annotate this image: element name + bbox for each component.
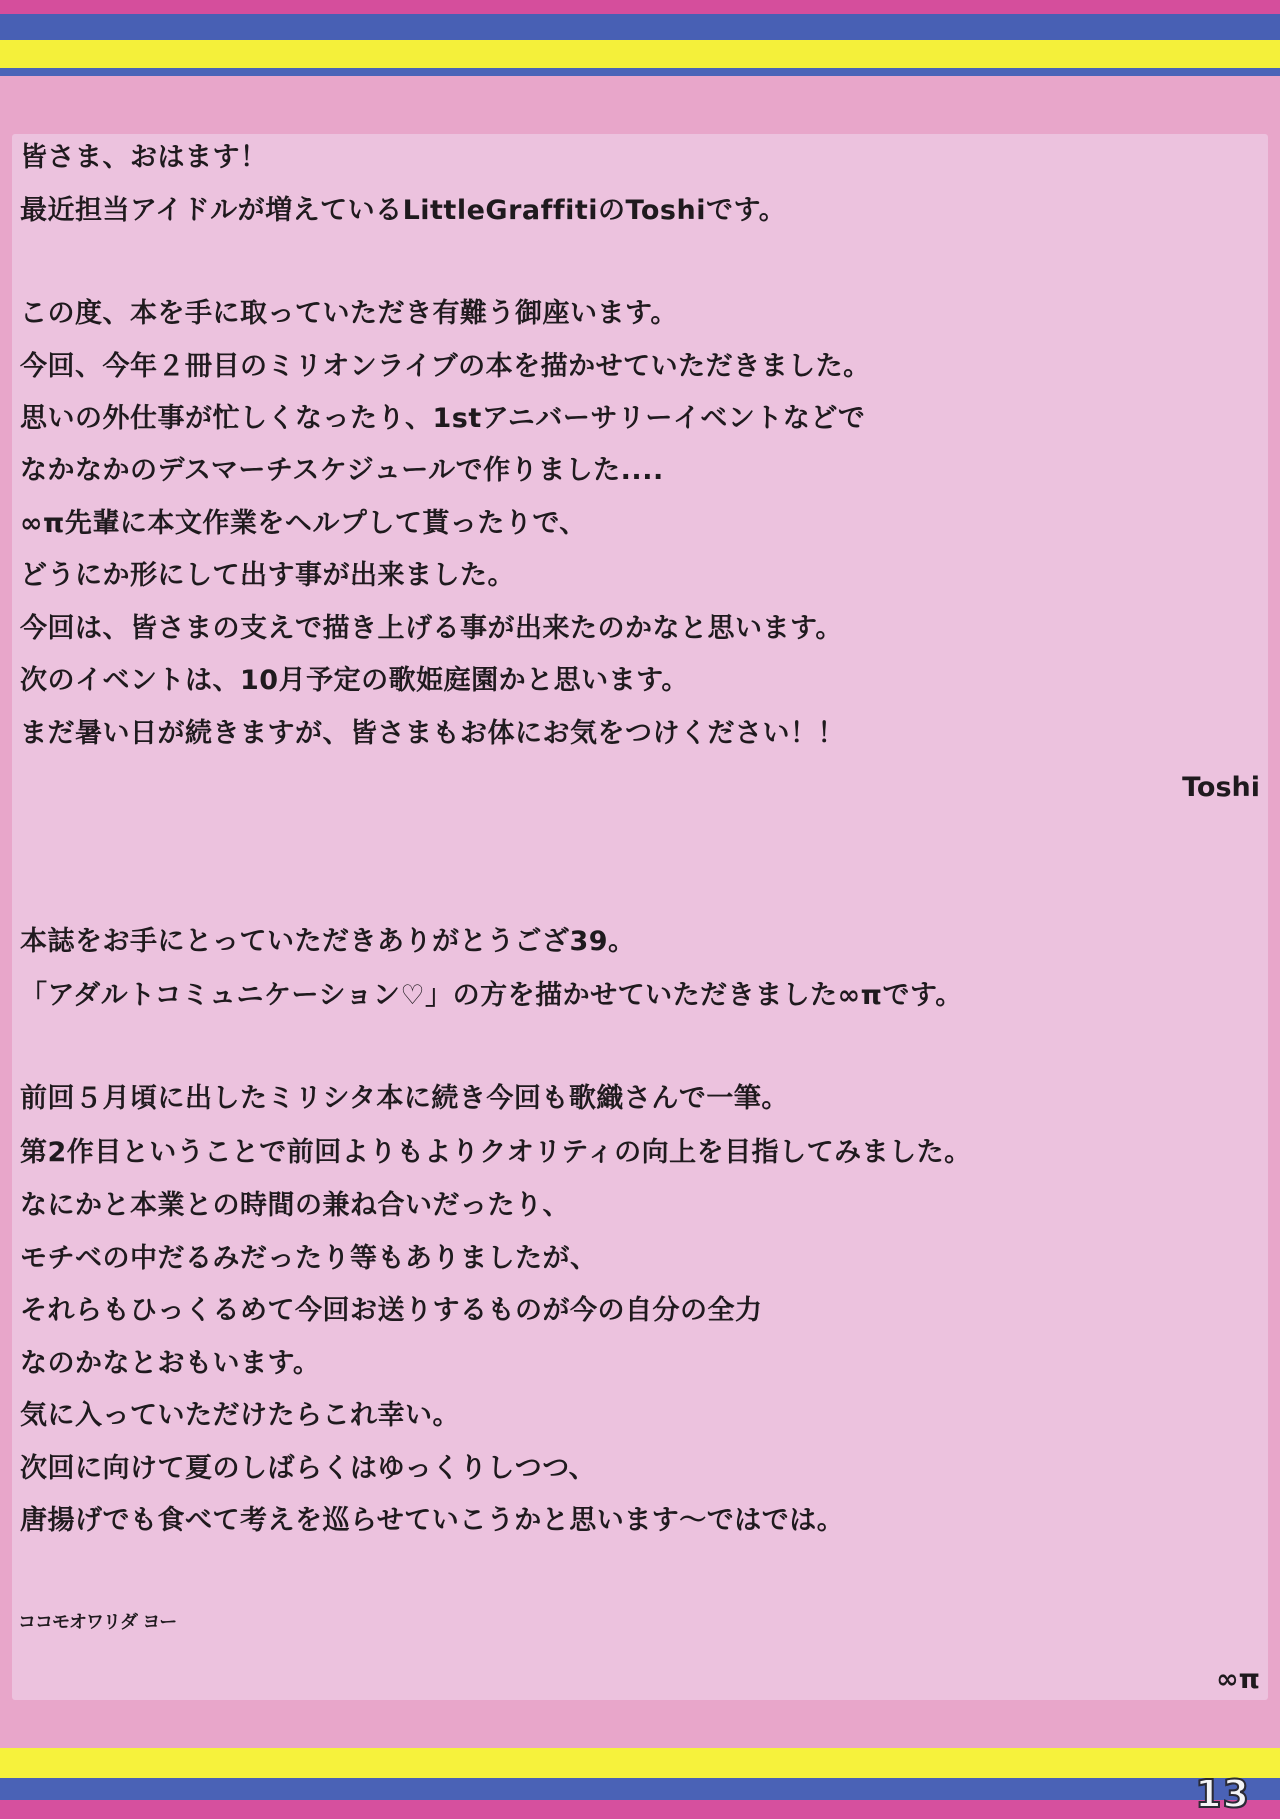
top-magenta-stripe: [0, 0, 1280, 14]
text-line: 最近担当アイドルが増えているLittleGraffitiのToshiです。: [20, 195, 787, 226]
bottom-yellow-stripe: [0, 1748, 1280, 1778]
text-line: 本誌をお手にとっていただきありがとうござ39。: [20, 926, 636, 957]
text-line: 前回５月頃に出したミリシタ本に続き今回も歌織さんで一筆。: [20, 1083, 789, 1114]
text-line: 気に入っていただけたらこれ幸い。: [20, 1400, 460, 1431]
signature-toshi: Toshi: [1182, 772, 1260, 803]
text-line: 皆さま、おはます！: [20, 142, 268, 173]
page-number: 13: [1195, 1772, 1250, 1816]
text-line: 今回は、皆さまの支えで描き上げる事が出来たのかなと思います。: [20, 613, 843, 644]
text-line: それらもひっくるめて今回お送りするものが今の自分の全力: [20, 1295, 763, 1326]
top-blue-thin-stripe: [0, 68, 1280, 76]
text-line: この度、本を手に取っていただき有難う御座います。: [20, 298, 678, 329]
text-line: まだ暑い日が続きますが、皆さまもお体にお気をつけください！！: [20, 718, 845, 749]
top-blue-stripe: [0, 14, 1280, 40]
text-line: 「アダルトコミュニケーション♡」の方を描かせていただきました∞πです。: [20, 980, 963, 1011]
closing-note: ココモオワリダ ヨー: [18, 1612, 177, 1633]
text-line: 思いの外仕事が忙しくなったり、1stアニバーサリーイベントなどで: [20, 403, 866, 434]
signature-infinity-pi: ∞π: [1216, 1664, 1260, 1695]
top-yellow-stripe: [0, 40, 1280, 68]
text-line: なかなかのデスマーチスケジュールで作りました....: [20, 455, 664, 486]
bottom-magenta-stripe: [0, 1800, 1280, 1819]
text-line: 唐揚げでも食べて考えを巡らせていこうかと思います～ではでは。: [20, 1505, 845, 1536]
text-line: どうにか形にして出す事が出来ました。: [20, 560, 515, 591]
text-line: なにかと本業との時間の兼ね合いだったり、: [20, 1190, 570, 1221]
text-line: 今回、今年２冊目のミリオンライブの本を描かせていただきました。: [20, 351, 871, 382]
text-line: 次回に向けて夏のしばらくはゆっくりしつつ、: [20, 1453, 597, 1484]
text-line: 第2作目ということで前回よりもよりクオリティの向上を目指してみました。: [20, 1137, 972, 1168]
text-line: なのかなとおもいます。: [20, 1348, 321, 1379]
bottom-blue-stripe: [0, 1778, 1280, 1800]
text-line: モチベの中だるみだったり等もありましたが、: [20, 1243, 598, 1274]
text-line: 次のイベントは、10月予定の歌姫庭園かと思います。: [20, 665, 689, 696]
text-line: ∞π先輩に本文作業をヘルプして貰ったりで、: [20, 508, 587, 539]
